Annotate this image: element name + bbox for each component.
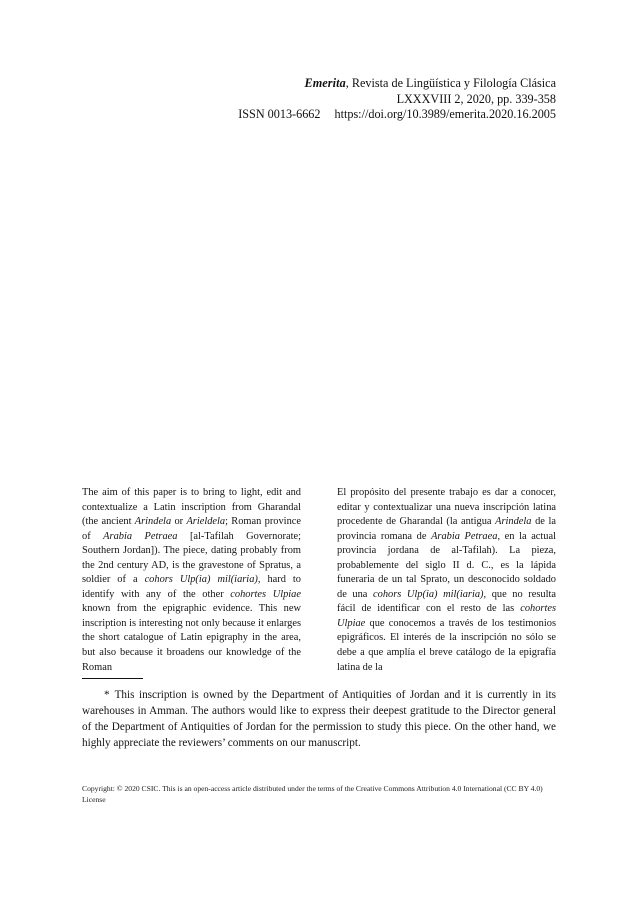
journal-name: Emerita	[304, 76, 346, 90]
text-run: The aim of this paper is to bring to light, edit and contextualize a Latin inscription from Gharandal (the ancient	[82, 487, 301, 528]
italic-term: cohortes Ulpiae	[230, 588, 301, 600]
journal-header	[82, 76, 556, 123]
journal-issn: ISSN 0013-6662	[238, 107, 321, 122]
text-run: , hard to identify with any of the other	[82, 574, 302, 600]
text-run: ; Roman province of	[82, 516, 301, 542]
text-run: , que no resulta fácil de identificar con el resto de las	[337, 588, 556, 615]
italic-term: cohors Ulp(ia) mil(iaria)	[144, 574, 258, 586]
footnote-text: This inscription is owned by the Department of Antiquities of Jordan and it is currently in its warehouses in Amman. The authors would like to express their deepest gratitude to the Director general of the Department of Antiquities of Jordan for the permission to study this piece. On the other hand, we highly appreciate the reviewers’ comments on our manuscript.	[82, 689, 556, 749]
text-run: que conocemos a través de los testimonios epigráficos. El interés de la inscripción no sólo se debe a que amplía el breve catálogo de la epigrafía latina de la	[337, 617, 556, 673]
text-run: or	[171, 516, 187, 528]
text-run: , en la actual provincia jordana de al-Tafilah). La pieza, probablemente del siglo II d. C., es la lápida funeraria de un tal Sprato, un desconocido soldado de una	[337, 530, 556, 600]
abstract-english	[82, 486, 301, 675]
journal-title-line	[82, 76, 556, 92]
text-run: [al-Tafilah Governorate; Southern Jordan]). The piece, dating probably from the 2nd century AD, is the gravestone of Spratus, a soldier of a	[82, 530, 301, 586]
text-run: de la provincia romana de	[337, 516, 556, 542]
journal-issn-doi-line	[82, 107, 556, 123]
footnote-separator-rule	[82, 678, 143, 679]
copyright-notice: Copyright: © 2020 CSIC. This is an open-access article distributed under the terms of the Creative Commons Attribution 4.0 International (CC BY 4.0) License	[82, 784, 543, 805]
abstract-spanish	[337, 486, 556, 675]
text-run: known from the epigraphic evidence. This new inscription is interesting not only because it enlarges the short catalogue of Latin epigraphy in the area, but also because it broadens our knowledge of the Roman	[82, 603, 301, 673]
italic-term: Arabia Petraea	[431, 530, 498, 542]
italic-term: Arindela	[134, 516, 172, 528]
italic-term: Arabia Petraea	[103, 530, 178, 542]
text-run: El propósito del presente trabajo es dar a conocer, editar y contextualizar una nueva inscripción latina procedente de Gharandal (la antigua	[337, 487, 556, 528]
italic-term: Arieldela	[186, 516, 226, 528]
italic-term: cohortes Ulpiae	[337, 603, 556, 629]
italic-term: Arindela	[495, 516, 532, 528]
italic-term: cohors Ulp(ia) mil(iaria)	[373, 588, 484, 600]
footnote-marker: *	[104, 689, 110, 701]
journal-doi-link[interactable]: https://doi.org/10.3989/emerita.2020.16.2005	[334, 107, 556, 122]
journal-volume-line: LXXXVIII 2, 2020, pp. 339-358	[396, 91, 556, 106]
journal-subtitle: , Revista de Lingüística y Filología Clásica	[345, 76, 556, 90]
abstract-section	[82, 486, 556, 675]
footnote-block	[82, 688, 556, 752]
